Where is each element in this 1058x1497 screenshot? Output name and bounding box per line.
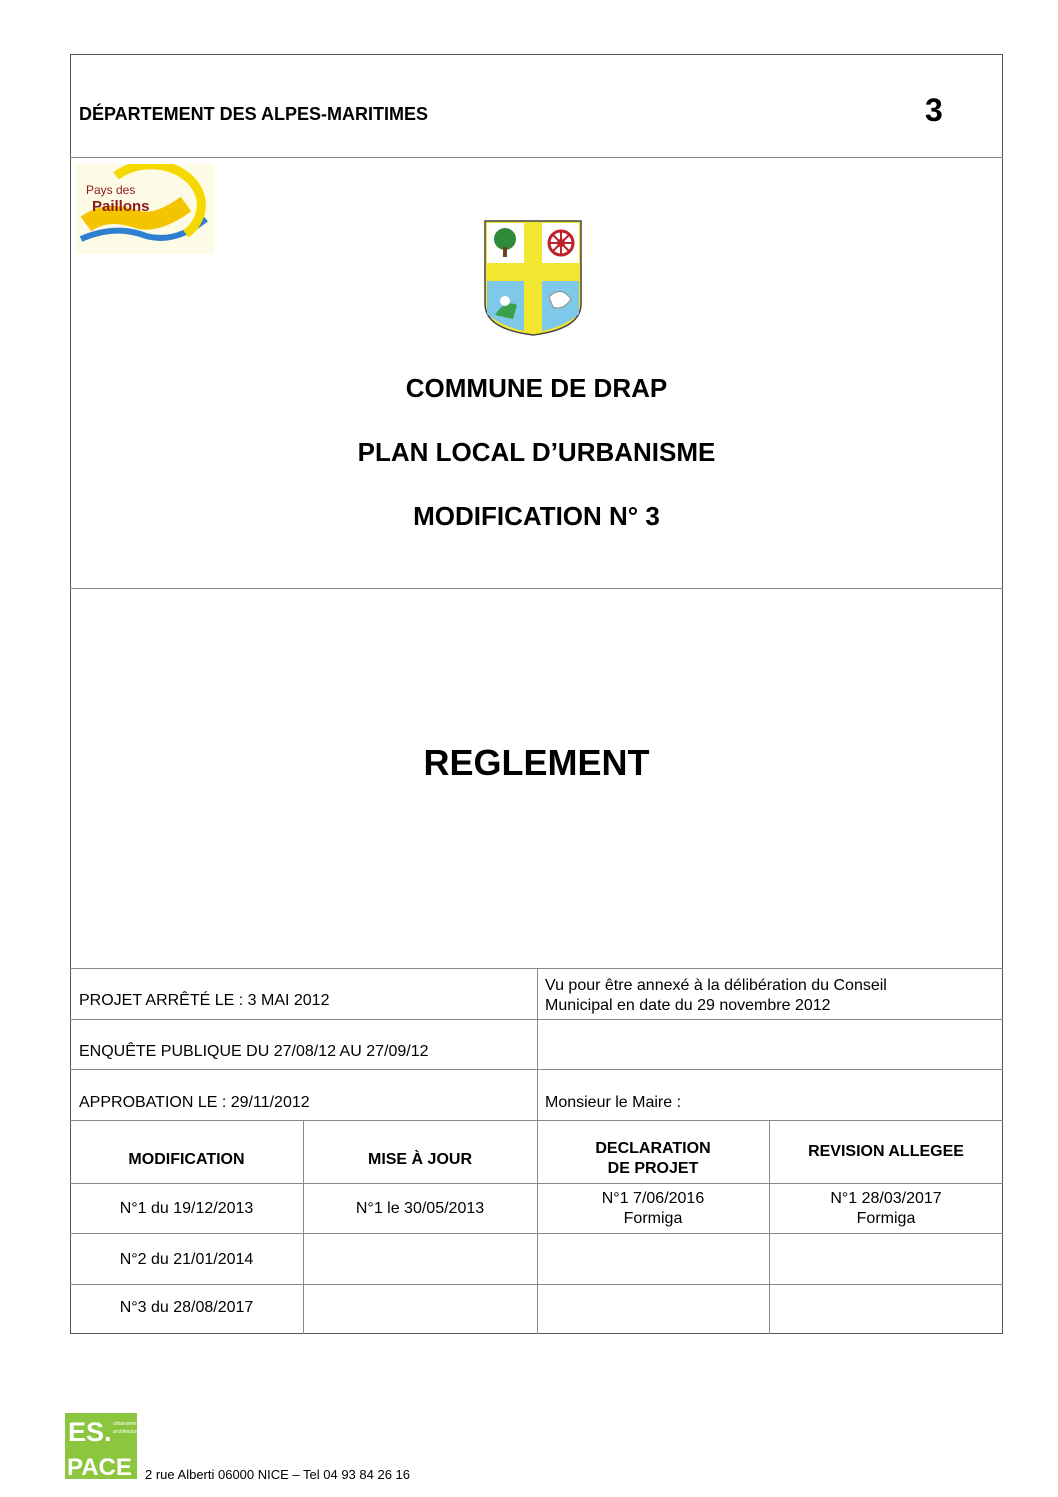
department-label: DÉPARTEMENT DES ALPES-MARITIMES bbox=[79, 104, 429, 124]
header-mise-a-jour: MISE À JOUR bbox=[367, 1151, 472, 1168]
cell-declaration-line2: Formiga bbox=[623, 1210, 683, 1227]
logo-text: urbanisme bbox=[113, 1421, 137, 1427]
pays-des-paillons-logo bbox=[76, 164, 214, 254]
footer-address: 2 rue Alberti 06000 NICE – Tel 04 93 84 26 16 bbox=[145, 1467, 411, 1482]
divider bbox=[537, 968, 538, 1120]
vu-annexe-line1: Vu pour être annexé à la délibération du Conseil bbox=[545, 977, 887, 994]
logo-text: Pays des bbox=[86, 183, 136, 197]
modification-title: MODIFICATION N° 3 bbox=[413, 501, 660, 531]
maire-signature-label: Monsieur le Maire : bbox=[545, 1094, 682, 1111]
enquete-publique: ENQUÊTE PUBLIQUE DU 27/08/12 AU 27/09/12 bbox=[79, 1043, 429, 1060]
divider bbox=[70, 588, 1003, 589]
header-revision: REVISION ALLEGEE bbox=[808, 1143, 964, 1160]
commune-title: COMMUNE DE DRAP bbox=[405, 373, 668, 403]
document-number: 3 bbox=[925, 92, 943, 128]
reglement-title: REGLEMENT bbox=[423, 742, 650, 783]
cell-mise-a-jour: N°1 le 30/05/2013 bbox=[355, 1200, 485, 1217]
cell-modification: N°2 du 21/01/2014 bbox=[119, 1251, 254, 1268]
header-declaration-line2: DE PROJET bbox=[607, 1160, 699, 1177]
logo-text: architecture bbox=[113, 1429, 137, 1435]
cell-declaration-line1: N°1 7/06/2016 bbox=[601, 1190, 705, 1207]
logo-text: PACE bbox=[67, 1454, 132, 1479]
cell-revision-line1: N°1 28/03/2017 bbox=[830, 1190, 942, 1207]
vu-annexe-line2: Municipal en date du 29 novembre 2012 bbox=[545, 997, 831, 1014]
header-declaration-line1: DECLARATION bbox=[595, 1140, 711, 1157]
coat-of-arms-emblem bbox=[483, 219, 583, 337]
approbation: APPROBATION LE : 29/11/2012 bbox=[79, 1094, 310, 1111]
cell-modification: N°1 du 19/12/2013 bbox=[119, 1200, 254, 1217]
divider bbox=[70, 157, 1003, 158]
logo-text: ES. bbox=[68, 1417, 112, 1447]
projet-arrete: PROJET ARRÊTÉ LE : 3 MAI 2012 bbox=[79, 992, 330, 1009]
cell-revision-line2: Formiga bbox=[856, 1210, 916, 1227]
espace-logo bbox=[65, 1413, 137, 1479]
header-modification: MODIFICATION bbox=[128, 1151, 245, 1168]
cell-modification: N°3 du 28/08/2017 bbox=[119, 1299, 254, 1316]
logo-text: Paillons bbox=[92, 198, 150, 215]
plan-title: PLAN LOCAL D’URBANISME bbox=[357, 437, 716, 467]
